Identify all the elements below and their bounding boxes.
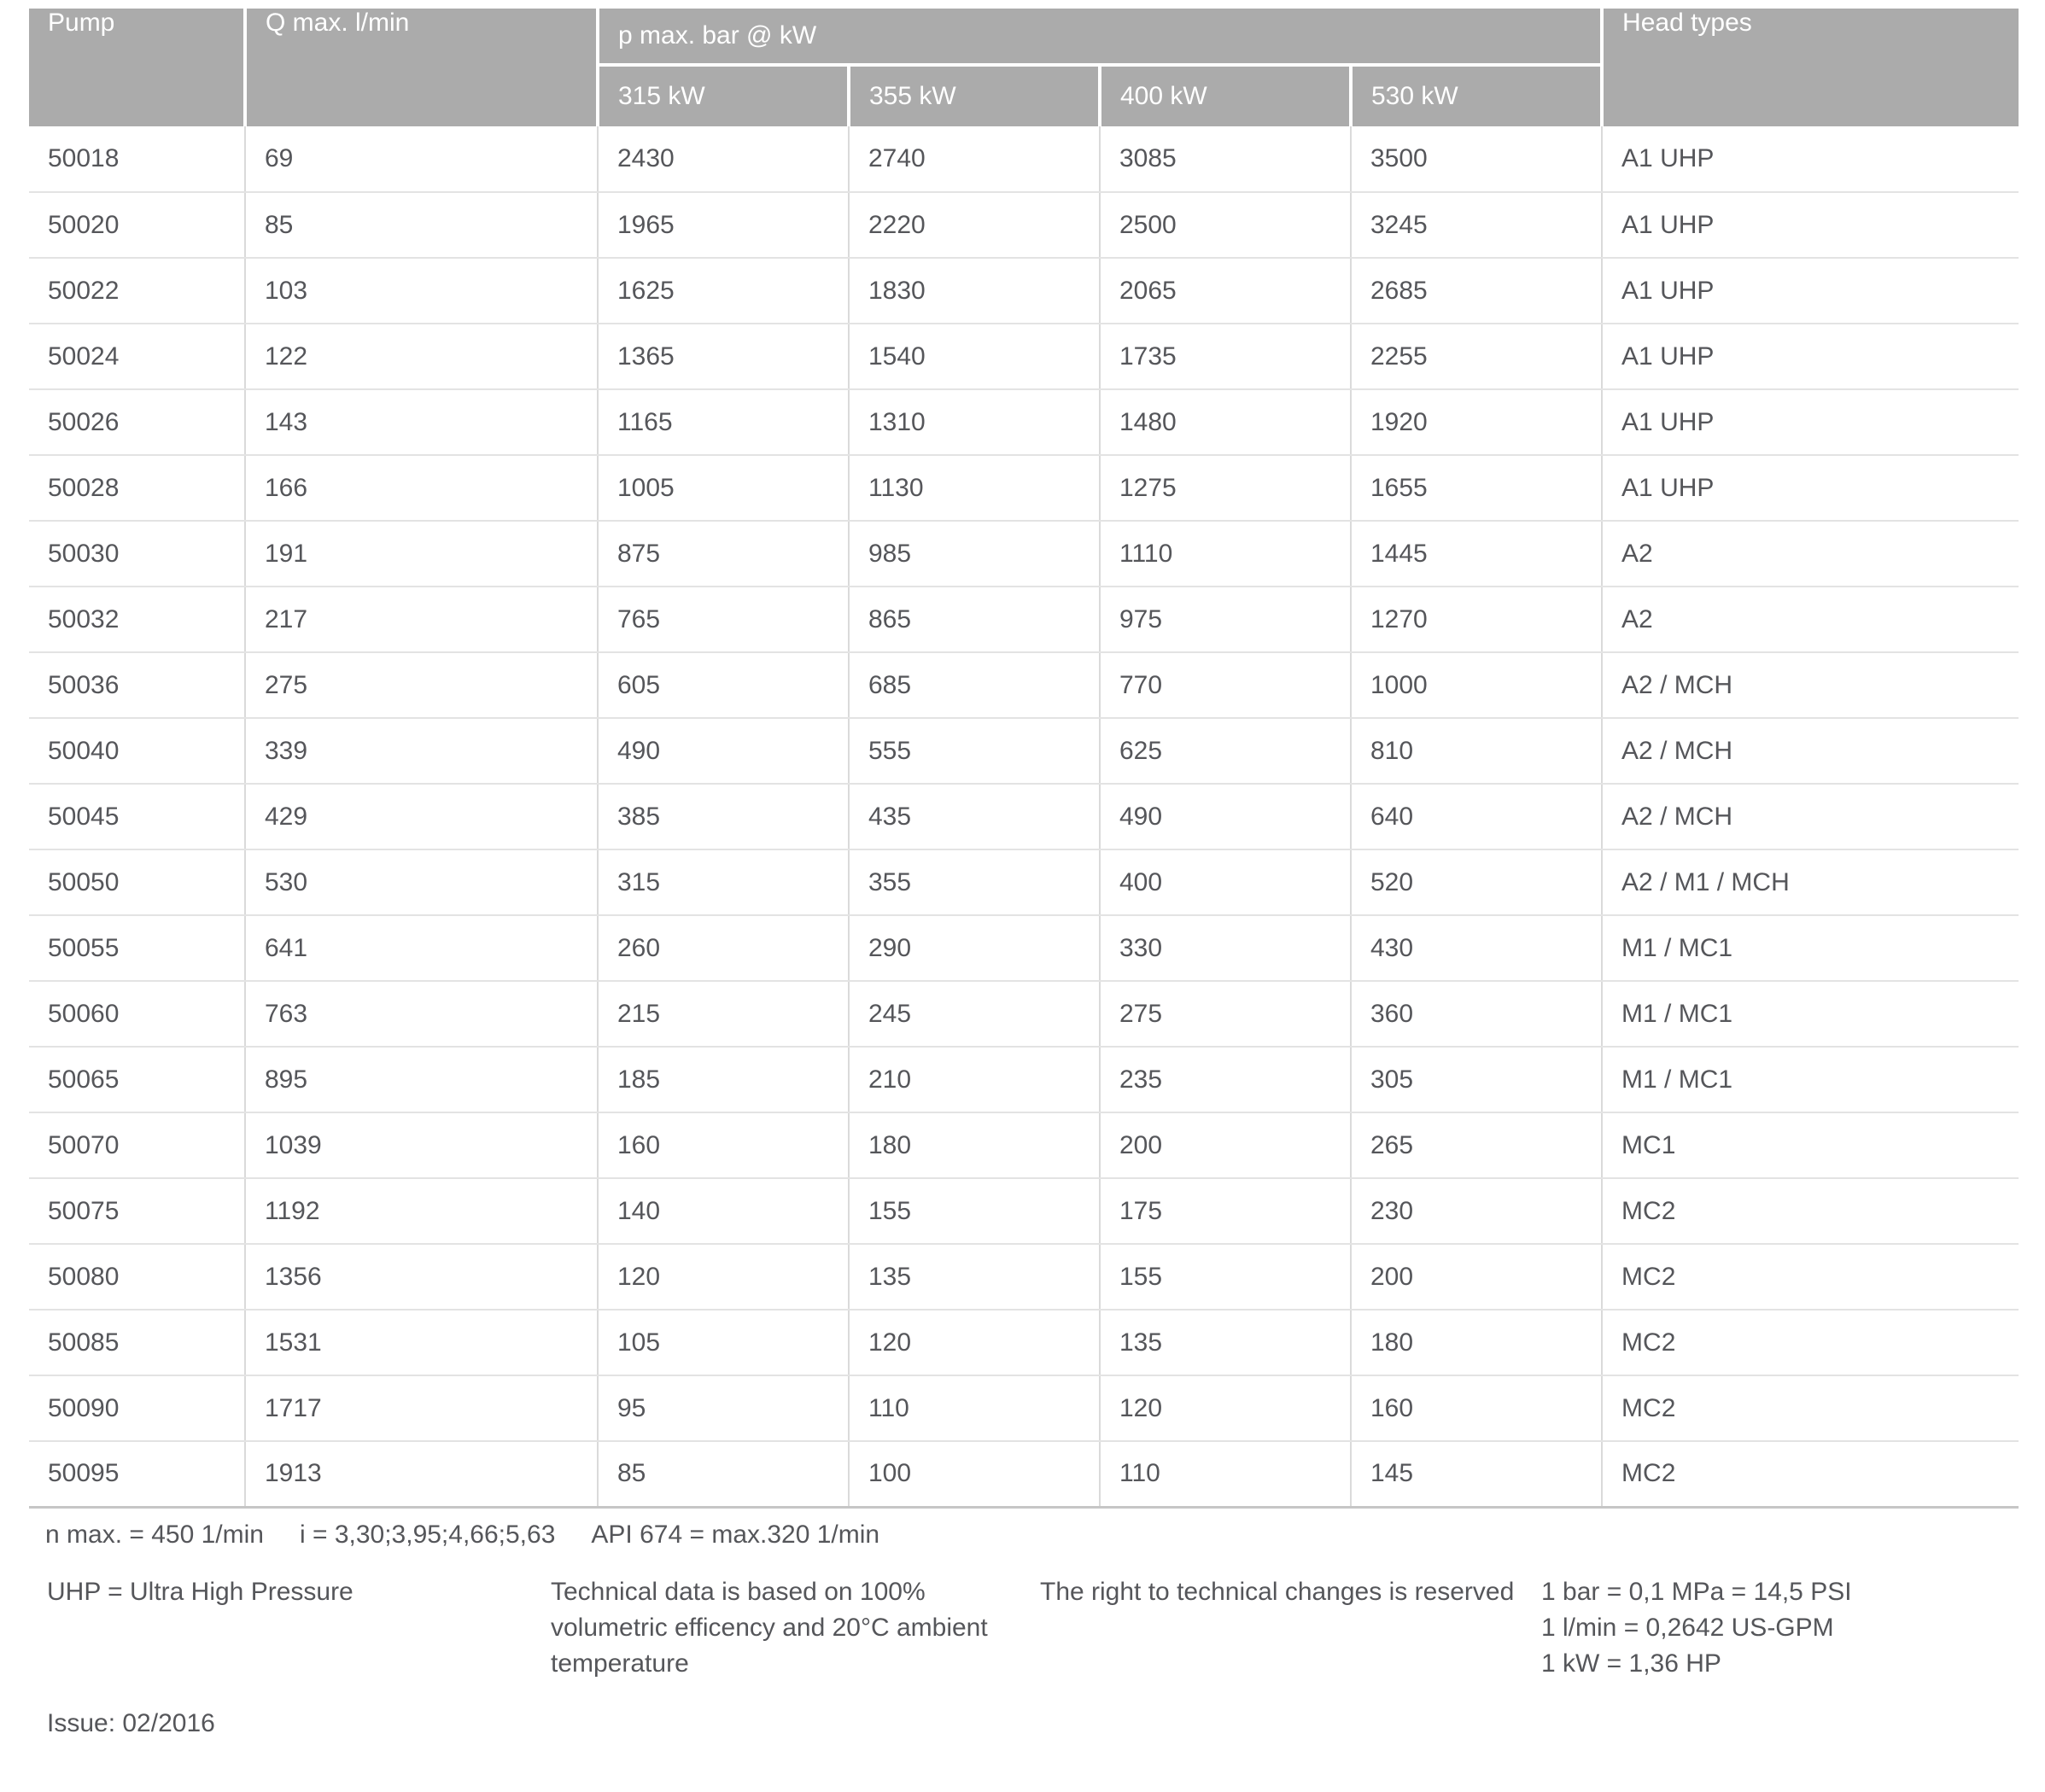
pump-id-cell: 50080 — [29, 1244, 245, 1310]
p-400kw-cell: 3085 — [1100, 126, 1351, 192]
col-header-qmax: Q max. l/min — [245, 9, 598, 126]
p-355kw-cell: 135 — [849, 1244, 1100, 1310]
table-row — [29, 1047, 2019, 1112]
q-max-cell: 69 — [245, 126, 598, 192]
table-row — [29, 1310, 2019, 1375]
p-530kw-cell: 305 — [1351, 1047, 1602, 1112]
p-315kw-cell: 315 — [598, 849, 849, 915]
conversion-bar-psi: 1 bar = 0,1 MPa = 14,5 PSI — [1541, 1578, 1852, 1606]
p-400kw-cell: 175 — [1100, 1178, 1351, 1244]
head-types-cell: MC2 — [1602, 1244, 2019, 1310]
p-400kw-cell: 110 — [1100, 1441, 1351, 1507]
p-530kw-cell: 640 — [1351, 784, 1602, 849]
head-types-cell: A1 UHP — [1602, 324, 2019, 389]
col-header-pmax-group: p max. bar @ kW — [598, 9, 1602, 65]
p-530kw-cell: 160 — [1351, 1375, 1602, 1441]
pump-id-cell: 50060 — [29, 981, 245, 1047]
p-530kw-cell: 2685 — [1351, 258, 1602, 324]
table-row — [29, 1244, 2019, 1310]
q-max-cell: 217 — [245, 587, 598, 652]
head-types-cell: A1 UHP — [1602, 126, 2019, 192]
table-row — [29, 849, 2019, 915]
p-400kw-cell: 275 — [1100, 981, 1351, 1047]
p-315kw-cell: 765 — [598, 587, 849, 652]
p-315kw-cell: 1165 — [598, 389, 849, 455]
p-530kw-cell: 810 — [1351, 718, 1602, 784]
p-355kw-cell: 210 — [849, 1047, 1100, 1112]
p-355kw-cell: 555 — [849, 718, 1100, 784]
p-355kw-cell: 985 — [849, 521, 1100, 587]
pump-id-cell: 50028 — [29, 455, 245, 521]
p-355kw-cell: 2220 — [849, 192, 1100, 258]
head-types-cell: M1 / MC1 — [1602, 1047, 2019, 1112]
p-400kw-cell: 330 — [1100, 915, 1351, 981]
table-row — [29, 1375, 2019, 1441]
technical-note-line: volumetric efficency and 20°C ambient — [551, 1614, 988, 1642]
pump-id-cell: 50050 — [29, 849, 245, 915]
p-400kw-cell: 490 — [1100, 784, 1351, 849]
p-400kw-cell: 235 — [1100, 1047, 1351, 1112]
p-400kw-cell: 975 — [1100, 587, 1351, 652]
p-355kw-cell: 245 — [849, 981, 1100, 1047]
p-400kw-cell: 770 — [1100, 652, 1351, 718]
head-types-cell: MC2 — [1602, 1178, 2019, 1244]
pump-id-cell: 50020 — [29, 192, 245, 258]
pump-id-cell: 50036 — [29, 652, 245, 718]
q-max-cell: 763 — [245, 981, 598, 1047]
q-max-cell: 429 — [245, 784, 598, 849]
rights-reserved-note: The right to technical changes is reserved — [1040, 1578, 1515, 1606]
p-355kw-cell: 685 — [849, 652, 1100, 718]
head-types-cell: A2 / MCH — [1602, 718, 2019, 784]
p-315kw-cell: 1965 — [598, 192, 849, 258]
p-355kw-cell: 1130 — [849, 455, 1100, 521]
p-530kw-cell: 2255 — [1351, 324, 1602, 389]
p-355kw-cell: 120 — [849, 1310, 1100, 1375]
note-i-ratios: i = 3,30;3,95;4,66;5,63 — [299, 1521, 556, 1549]
col-header-400kw: 400 kW — [1100, 65, 1351, 126]
col-header-pump: Pump — [29, 9, 245, 126]
p-530kw-cell: 3500 — [1351, 126, 1602, 192]
head-types-cell: M1 / MC1 — [1602, 981, 2019, 1047]
p-530kw-cell: 200 — [1351, 1244, 1602, 1310]
p-355kw-cell: 2740 — [849, 126, 1100, 192]
p-530kw-cell: 265 — [1351, 1112, 1602, 1178]
p-400kw-cell: 200 — [1100, 1112, 1351, 1178]
p-355kw-cell: 1830 — [849, 258, 1100, 324]
p-400kw-cell: 2065 — [1100, 258, 1351, 324]
p-530kw-cell: 360 — [1351, 981, 1602, 1047]
conversion-kw-hp: 1 kW = 1,36 HP — [1541, 1649, 1721, 1678]
head-types-cell: A1 UHP — [1602, 389, 2019, 455]
p-400kw-cell: 1110 — [1100, 521, 1351, 587]
head-types-cell: A2 / MCH — [1602, 652, 2019, 718]
p-315kw-cell: 260 — [598, 915, 849, 981]
q-max-cell: 1192 — [245, 1178, 598, 1244]
p-355kw-cell: 1540 — [849, 324, 1100, 389]
pump-id-cell: 50026 — [29, 389, 245, 455]
head-types-cell: M1 / MC1 — [1602, 915, 2019, 981]
conversion-lmin-gpm: 1 l/min = 0,2642 US-GPM — [1541, 1614, 1834, 1642]
q-max-cell: 275 — [245, 652, 598, 718]
issue-date: Issue: 02/2016 — [47, 1709, 215, 1737]
table-row — [29, 126, 2019, 192]
head-types-cell: A2 — [1602, 521, 2019, 587]
p-315kw-cell: 95 — [598, 1375, 849, 1441]
p-355kw-cell: 1310 — [849, 389, 1100, 455]
p-400kw-cell: 135 — [1100, 1310, 1351, 1375]
q-max-cell: 530 — [245, 849, 598, 915]
pump-id-cell: 50095 — [29, 1441, 245, 1507]
pump-table — [29, 9, 2019, 1509]
q-max-cell: 339 — [245, 718, 598, 784]
p-400kw-cell: 120 — [1100, 1375, 1351, 1441]
table-row — [29, 324, 2019, 389]
pump-id-cell: 50065 — [29, 1047, 245, 1112]
technical-basis-note — [551, 1574, 988, 1682]
p-315kw-cell: 215 — [598, 981, 849, 1047]
p-315kw-cell: 1625 — [598, 258, 849, 324]
pump-id-cell: 50024 — [29, 324, 245, 389]
p-400kw-cell: 1735 — [1100, 324, 1351, 389]
p-530kw-cell: 1655 — [1351, 455, 1602, 521]
col-header-head-types: Head types — [1602, 9, 2019, 126]
q-max-cell: 895 — [245, 1047, 598, 1112]
pump-id-cell: 50085 — [29, 1310, 245, 1375]
head-types-cell: A2 / M1 / MCH — [1602, 849, 2019, 915]
p-315kw-cell: 875 — [598, 521, 849, 587]
pump-id-cell: 50030 — [29, 521, 245, 587]
pump-id-cell: 50032 — [29, 587, 245, 652]
col-header-315kw: 315 kW — [598, 65, 849, 126]
p-315kw-cell: 2430 — [598, 126, 849, 192]
p-315kw-cell: 490 — [598, 718, 849, 784]
head-types-cell: MC2 — [1602, 1375, 2019, 1441]
table-row — [29, 1178, 2019, 1244]
table-body — [29, 126, 2019, 1507]
pump-id-cell: 50055 — [29, 915, 245, 981]
pump-id-cell: 50022 — [29, 258, 245, 324]
q-max-cell: 1531 — [245, 1310, 598, 1375]
p-400kw-cell: 155 — [1100, 1244, 1351, 1310]
p-315kw-cell: 605 — [598, 652, 849, 718]
footnotes-row — [45, 1521, 879, 1550]
p-400kw-cell: 1275 — [1100, 455, 1351, 521]
head-types-cell: MC2 — [1602, 1441, 2019, 1507]
p-530kw-cell: 145 — [1351, 1441, 1602, 1507]
q-max-cell: 122 — [245, 324, 598, 389]
head-types-cell: MC1 — [1602, 1112, 2019, 1178]
p-355kw-cell: 100 — [849, 1441, 1100, 1507]
table-row — [29, 521, 2019, 587]
p-315kw-cell: 1365 — [598, 324, 849, 389]
p-315kw-cell: 105 — [598, 1310, 849, 1375]
table-row — [29, 258, 2019, 324]
table-row — [29, 652, 2019, 718]
p-400kw-cell: 2500 — [1100, 192, 1351, 258]
p-315kw-cell: 1005 — [598, 455, 849, 521]
table-row — [29, 784, 2019, 849]
p-315kw-cell: 385 — [598, 784, 849, 849]
table-row — [29, 981, 2019, 1047]
table-header — [29, 9, 2019, 126]
q-max-cell: 1039 — [245, 1112, 598, 1178]
col-header-530kw: 530 kW — [1351, 65, 1602, 126]
pump-id-cell: 50018 — [29, 126, 245, 192]
head-types-cell: A1 UHP — [1602, 258, 2019, 324]
table-row — [29, 587, 2019, 652]
p-530kw-cell: 3245 — [1351, 192, 1602, 258]
pump-id-cell: 50070 — [29, 1112, 245, 1178]
p-355kw-cell: 180 — [849, 1112, 1100, 1178]
table-row — [29, 192, 2019, 258]
head-types-cell: A2 — [1602, 587, 2019, 652]
table-row — [29, 718, 2019, 784]
pump-id-cell: 50075 — [29, 1178, 245, 1244]
table-row — [29, 1441, 2019, 1507]
q-max-cell: 1717 — [245, 1375, 598, 1441]
col-header-355kw: 355 kW — [849, 65, 1100, 126]
p-315kw-cell: 140 — [598, 1178, 849, 1244]
p-355kw-cell: 290 — [849, 915, 1100, 981]
p-315kw-cell: 160 — [598, 1112, 849, 1178]
head-types-cell: A1 UHP — [1602, 455, 2019, 521]
q-max-cell: 641 — [245, 915, 598, 981]
table-row — [29, 389, 2019, 455]
p-530kw-cell: 230 — [1351, 1178, 1602, 1244]
p-315kw-cell: 85 — [598, 1441, 849, 1507]
p-355kw-cell: 435 — [849, 784, 1100, 849]
p-530kw-cell: 430 — [1351, 915, 1602, 981]
q-max-cell: 143 — [245, 389, 598, 455]
p-530kw-cell: 1270 — [1351, 587, 1602, 652]
pump-id-cell: 50045 — [29, 784, 245, 849]
p-315kw-cell: 185 — [598, 1047, 849, 1112]
p-400kw-cell: 1480 — [1100, 389, 1351, 455]
p-400kw-cell: 625 — [1100, 718, 1351, 784]
pump-id-cell: 50090 — [29, 1375, 245, 1441]
q-max-cell: 1356 — [245, 1244, 598, 1310]
p-530kw-cell: 180 — [1351, 1310, 1602, 1375]
table-row — [29, 455, 2019, 521]
note-api-674: API 674 = max.320 1/min — [591, 1521, 880, 1549]
q-max-cell: 191 — [245, 521, 598, 587]
p-530kw-cell: 1000 — [1351, 652, 1602, 718]
p-400kw-cell: 400 — [1100, 849, 1351, 915]
head-types-cell: A1 UHP — [1602, 192, 2019, 258]
p-355kw-cell: 865 — [849, 587, 1100, 652]
q-max-cell: 103 — [245, 258, 598, 324]
p-530kw-cell: 1445 — [1351, 521, 1602, 587]
q-max-cell: 85 — [245, 192, 598, 258]
pump-id-cell: 50040 — [29, 718, 245, 784]
technical-note-line: Technical data is based on 100% — [551, 1578, 926, 1606]
p-355kw-cell: 355 — [849, 849, 1100, 915]
q-max-cell: 166 — [245, 455, 598, 521]
p-530kw-cell: 520 — [1351, 849, 1602, 915]
p-355kw-cell: 110 — [849, 1375, 1100, 1441]
q-max-cell: 1913 — [245, 1441, 598, 1507]
unit-conversions — [1541, 1574, 1852, 1682]
note-n-max: n max. = 450 1/min — [45, 1521, 264, 1549]
head-types-cell: MC2 — [1602, 1310, 2019, 1375]
table-row — [29, 915, 2019, 981]
p-315kw-cell: 120 — [598, 1244, 849, 1310]
head-types-cell: A2 / MCH — [1602, 784, 2019, 849]
technical-note-line: temperature — [551, 1649, 689, 1678]
p-355kw-cell: 155 — [849, 1178, 1100, 1244]
uhp-abbreviation-note: UHP = Ultra High Pressure — [47, 1578, 353, 1606]
table-row — [29, 1112, 2019, 1178]
p-530kw-cell: 1920 — [1351, 389, 1602, 455]
